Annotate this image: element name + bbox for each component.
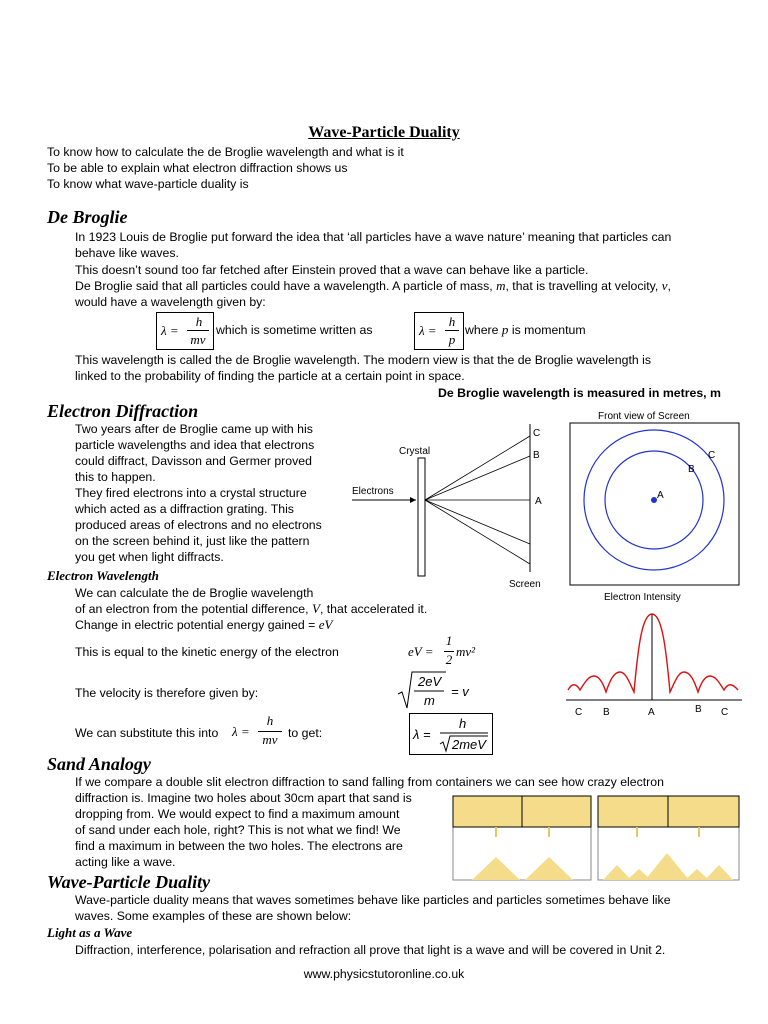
sand-expected-diagram	[452, 795, 592, 881]
f-end-1: where	[465, 323, 502, 337]
intensity-label-B-left: B	[603, 707, 610, 718]
ray-B-down	[425, 500, 530, 544]
ke-two: 2	[445, 652, 453, 667]
heading-light-as-wave: Light as a Wave	[47, 925, 133, 940]
f1-bar	[187, 330, 209, 331]
intensity-curve	[568, 614, 738, 692]
formula-lambda-h-mv	[156, 312, 214, 350]
f2-lambda: λ =	[419, 323, 437, 338]
label-crystal: Crystal	[399, 446, 431, 457]
ew-line-6	[75, 725, 218, 741]
formula-velocity	[396, 670, 486, 712]
f1-mv: mv	[190, 332, 206, 347]
f1-h: h	[195, 314, 203, 329]
formula-inline-lambda	[232, 713, 284, 751]
label-screen: Screen	[509, 579, 541, 590]
ew-l6b: to get:	[288, 726, 323, 740]
ew-l3e: eV	[318, 617, 333, 632]
inline-lambda: λ =	[232, 724, 250, 739]
page-title: Wave-Particle Duality	[308, 124, 460, 141]
de-broglie-unit-note: De Broglie wavelength is measured in metres, m	[438, 386, 721, 400]
f2-h: h	[448, 314, 456, 329]
front-view-screen	[566, 406, 746, 588]
formula-lambda-h-p	[414, 312, 464, 350]
p3a-part2: , that is travelling at velocity,	[505, 279, 662, 293]
f2-p: p	[448, 332, 456, 347]
formula-final	[409, 713, 493, 755]
sand-line: dropping from. We would expect to find a maximum amount	[75, 807, 400, 821]
front-label-C: C	[708, 450, 716, 461]
sand-text	[75, 790, 412, 870]
ed-line: produced areas of electrons and no electrons	[75, 518, 322, 532]
electron-intensity-graph	[562, 588, 748, 720]
label-electrons: Electrons	[352, 486, 394, 497]
ed-line: on the screen behind it, just like the pattern	[75, 534, 310, 548]
inline-mv: mv	[262, 732, 278, 747]
f1-lambda: λ =	[161, 323, 179, 338]
ed-line: Two years after de Broglie came up with his	[75, 422, 313, 436]
intensity-label-C-right: C	[721, 707, 729, 718]
velocity-m: m	[424, 693, 435, 708]
wpd-line-2: waves. Some examples of these are shown below:	[75, 909, 352, 923]
label-C: C	[533, 428, 541, 439]
p3a-part1: De Broglie said that all particles could have a wavelength. A particle of mass,	[75, 279, 497, 293]
ew-line-5: The velocity is therefore given by:	[75, 686, 259, 700]
ke-eV: eV =	[408, 644, 434, 659]
heading-sand-analogy: Sand Analogy	[47, 754, 151, 774]
de-broglie-p4a: This wavelength is called the de Broglie wavelength. The modern view is that the de Broglie wavelength is	[75, 353, 652, 367]
ke-one: 1	[445, 633, 453, 648]
heading-wave-particle-duality: Wave-Particle Duality	[47, 872, 211, 892]
ew-l2a: of an electron from the potential difference,	[75, 602, 312, 616]
ed-line: They fired electrons into a crystal structure	[75, 486, 307, 500]
ew-l3a: Change in electric potential energy gained =	[75, 618, 319, 632]
formula-end-text	[465, 322, 586, 338]
p3a-part3: ,	[667, 279, 671, 293]
electron-beam-arrow	[410, 497, 416, 503]
ke-mv2: mv²	[456, 644, 476, 659]
wpd-line-1: Wave-particle duality means that waves sometimes behave like particles and particles sometimes behave like	[75, 893, 671, 907]
front-view-title: Front view of Screen	[598, 411, 690, 422]
sand-actual-diagram	[597, 795, 740, 881]
crystal-diffraction-diagram	[340, 420, 560, 592]
final-h: h	[459, 716, 467, 731]
intensity-label-C-left: C	[575, 707, 583, 718]
ew-l2v: V	[311, 601, 320, 616]
objective-2: To be able to explain what electron diffraction shows us	[47, 161, 348, 175]
formula-final-svg	[410, 714, 492, 754]
ew-l6a: We can substitute this into	[75, 726, 219, 740]
ray-B-up	[425, 456, 530, 500]
front-label-B: B	[688, 464, 695, 475]
label-B: B	[533, 450, 540, 461]
f-end-p: p	[501, 322, 509, 337]
de-broglie-p1b: behave like waves.	[75, 246, 179, 260]
ew-line-4: This is equal to the kinetic energy of the electron	[75, 645, 339, 659]
sand-line-1: If we compare a double slit electron diffraction to sand falling from containers we can see how crazy electron	[75, 775, 664, 789]
heading-electron-wavelength: Electron Wavelength	[47, 568, 159, 583]
ew-l2b: , that accelerated it.	[319, 602, 428, 616]
de-broglie-p2: This doesn’t sound too far fetched after Einstein proved that a wave can behave like a particle.	[75, 263, 589, 277]
ed-line: this to happen.	[75, 470, 156, 484]
label-A: A	[535, 496, 542, 507]
inline-h: h	[266, 713, 274, 728]
footer-url: www.physicstutoronline.co.uk	[303, 967, 465, 981]
ray-C-down	[425, 500, 530, 564]
f2-bar	[445, 330, 459, 331]
objective-1: To know how to calculate the de Broglie wavelength and what is it	[47, 145, 404, 159]
de-broglie-p1a: In 1923 Louis de Broglie put forward the idea that ‘all particles have a wave nature’ meaning that particles can	[75, 230, 672, 244]
p3a-v: v	[661, 278, 668, 293]
p3a-m: m	[496, 278, 506, 293]
front-label-A: A	[657, 490, 664, 501]
de-broglie-p3a	[75, 278, 671, 294]
ed-line: particle wavelengths and idea that electrons	[75, 438, 315, 452]
objective-3: To know what wave-particle duality is	[47, 177, 249, 191]
ed-line: you get when light diffracts.	[75, 550, 224, 564]
formula-mid-text: which is sometime written as	[216, 323, 373, 337]
sand-line: find a maximum in between the two holes. The electrons are	[75, 839, 403, 853]
heading-de-broglie: De Broglie	[47, 207, 128, 227]
velocity-eq-v: = v	[451, 684, 469, 699]
f-end-2: is momentum	[508, 323, 586, 337]
ew-line-1: We can calculate the de Broglie wavelength	[75, 586, 314, 600]
de-broglie-p4b: linked to the probability of finding the particle at a certain point in space.	[75, 369, 465, 383]
ed-line: which acted as a diffraction grating. This	[75, 502, 294, 516]
intensity-label-A: A	[648, 707, 655, 718]
velocity-2eV: 2eV	[418, 674, 442, 689]
ed-line: could diffract, Davisson and Germer proved	[75, 454, 312, 468]
crystal-slab	[418, 458, 425, 576]
sand-line: of sand under each hole, right? This is not what we find! We	[75, 823, 401, 837]
light-as-wave-line: Diffraction, interference, polarisation and refraction all prove that light is a wave and will be covered in Unit 2.	[75, 943, 666, 957]
electron-diffraction-text	[75, 421, 322, 565]
intensity-label-B-right: B	[695, 704, 702, 715]
de-broglie-p3b: would have a wavelength given by:	[75, 295, 266, 309]
screen-frame	[570, 423, 739, 585]
ray-C-up	[425, 436, 530, 500]
intensity-title: Electron Intensity	[604, 592, 681, 603]
final-2meV: 2meV	[452, 737, 486, 752]
ew-line-2	[75, 601, 427, 617]
ew-line-3	[75, 617, 332, 633]
final-lambda: λ =	[413, 727, 431, 742]
heading-electron-diffraction: Electron Diffraction	[47, 401, 199, 421]
sand-line: diffraction is. Imagine two holes about 30cm apart that sand is	[75, 791, 412, 805]
sand-line: acting like a wave.	[75, 855, 176, 869]
formula-ke	[408, 633, 488, 671]
